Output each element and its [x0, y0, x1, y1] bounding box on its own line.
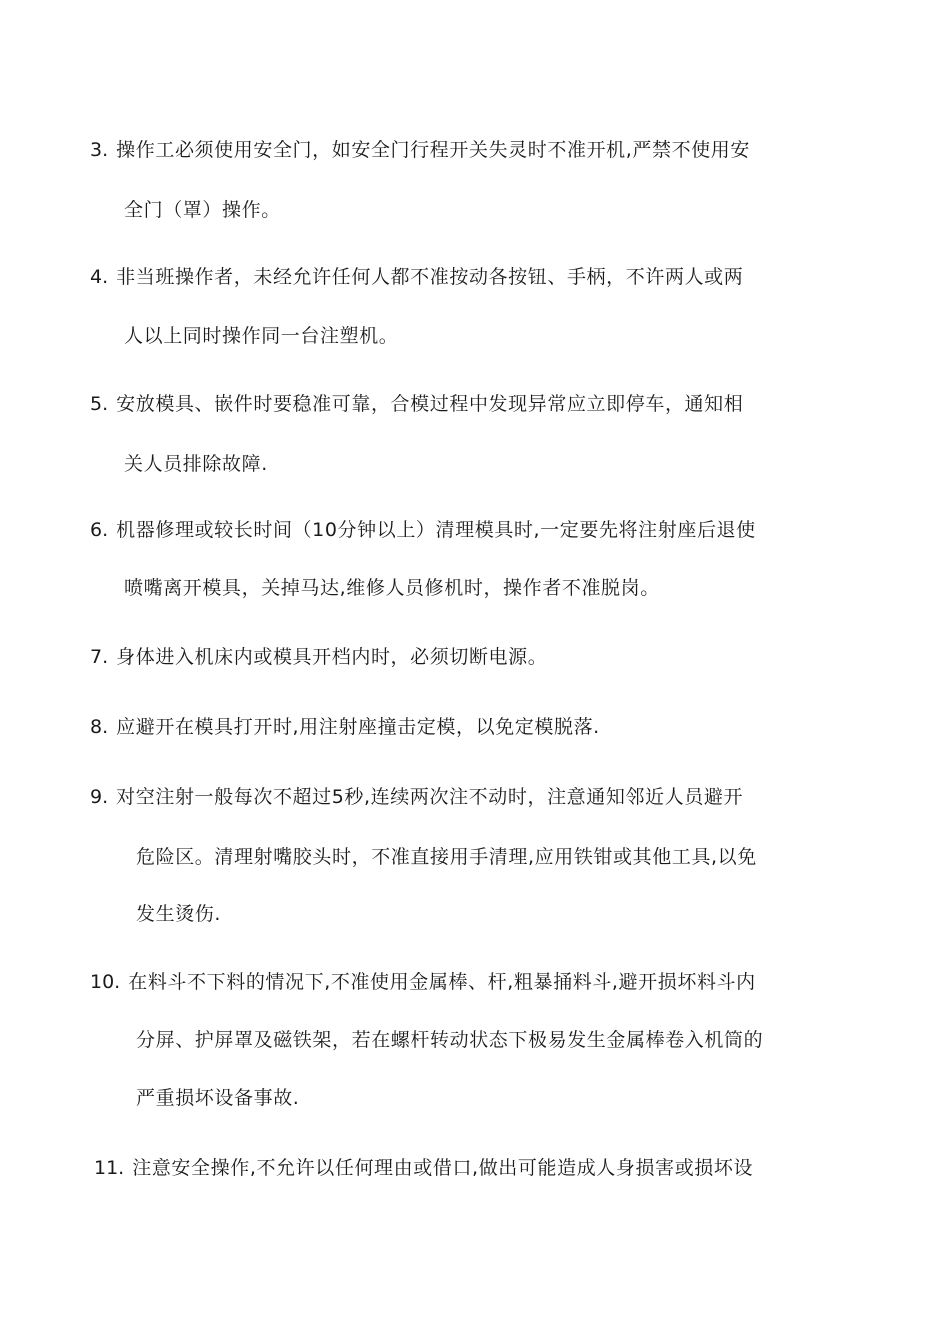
- list-item-text: 身体进入机床内或模具开档内时，必须切断电源。: [116, 646, 548, 668]
- list-item-number: 10.: [90, 971, 121, 993]
- list-item-text: 应避开在模具打开时,用注射座撞击定模，以免定模脱落.: [116, 716, 600, 738]
- list-item-text: 分屏、护屏罩及磁铁架，若在螺杆转动状态下极易发生金属棒卷入机筒的: [136, 1029, 764, 1051]
- list-item-4-line-2: [124, 322, 398, 350]
- list-item-text: 机器修理或较长时间（10分钟以上）清理模具时,一定要先将注射座后退使: [116, 519, 756, 541]
- list-item-text: 关人员排除故障.: [124, 453, 268, 475]
- list-item-text: 注意安全操作,不允许以任何理由或借口,做出可能造成人身损害或损坏设: [132, 1157, 754, 1179]
- list-item-text: 对空注射一般每次不超过5秒,连续两次注不动时，注意通知邻近人员避开: [116, 786, 744, 808]
- list-item-6-line-2: [124, 574, 660, 602]
- list-item-5-line-2: [124, 450, 268, 478]
- list-item-text: 人以上同时操作同一台注塑机。: [124, 325, 399, 347]
- list-item-number: 5.: [90, 393, 109, 415]
- list-item-7-line-1: [90, 643, 547, 671]
- list-item-text: 安放模具、嵌件时要稳准可靠，合模过程中发现异常应立即停车，通知相: [116, 393, 744, 415]
- list-item-11-line-1: [94, 1154, 753, 1182]
- list-item-number: 4.: [90, 266, 109, 288]
- list-item-10-line-1: [90, 968, 756, 996]
- list-item-9-line-2: [136, 843, 757, 871]
- list-item-text: 在料斗不下料的情况下,不准使用金属棒、杆,粗暴捅料斗,避开损坏料斗内: [128, 971, 756, 993]
- list-item-number: 11.: [94, 1157, 125, 1179]
- list-item-8-line-1: [90, 713, 600, 741]
- list-item-9-line-1: [90, 783, 743, 811]
- list-item-5-line-1: [90, 390, 743, 418]
- list-item-6-line-1: [90, 516, 756, 544]
- list-item-text: 全门（罩）操作。: [124, 199, 281, 221]
- list-item-10-line-3: [136, 1084, 299, 1112]
- list-item-4-line-1: [90, 263, 743, 291]
- list-item-text: 发生烫伤.: [136, 903, 222, 925]
- list-item-9-line-3: [136, 900, 221, 928]
- list-item-number: 6.: [90, 519, 109, 541]
- list-item-text: 喷嘴离开模具，关掉马达,维修人员修机时，操作者不准脱岗。: [124, 577, 660, 599]
- list-item-10-line-2: [136, 1026, 763, 1054]
- list-item-text: 危险区。清理射嘴胶头时，不准直接用手清理,应用铁钳或其他工具,以免: [136, 846, 757, 868]
- list-item-text: 操作工必须使用安全门，如安全门行程开关失灵时不准开机,严禁不使用安: [116, 139, 750, 161]
- list-item-number: 8.: [90, 716, 109, 738]
- list-item-text: 严重损坏设备事故.: [136, 1087, 300, 1109]
- list-item-number: 3.: [90, 139, 109, 161]
- list-item-3-line-2: [124, 196, 281, 224]
- list-item-3-line-1: [90, 136, 750, 164]
- list-item-number: 9.: [90, 786, 109, 808]
- list-item-text: 非当班操作者，未经允许任何人都不准按动各按钮、手柄，不许两人或两: [116, 266, 744, 288]
- list-item-number: 7.: [90, 646, 109, 668]
